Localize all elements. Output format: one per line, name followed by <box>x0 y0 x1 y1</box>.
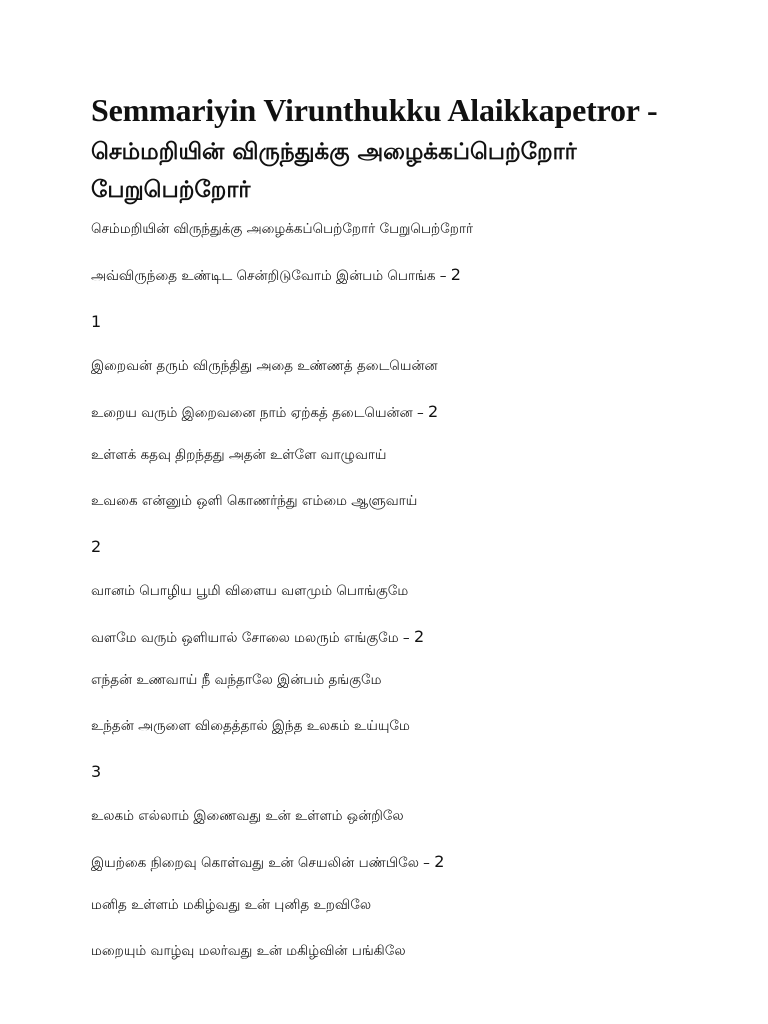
verse-number: 2 <box>91 537 102 557</box>
verse-line: உவகை என்னும் ஒளி கொணர்ந்து எம்மை ஆளுவாய் <box>91 493 418 510</box>
verse-line: எந்தன் உணவாய் நீ வந்தாலே இன்பம் தங்குமே <box>91 672 382 689</box>
verse-line: உலகம் எல்லாம் இணைவது உன் உள்ளம் ஒன்றிலே <box>91 808 404 825</box>
repeat-marker: 2 <box>434 852 445 872</box>
chorus-line-1: செம்மறியின் விருந்துக்கு அழைக்கப்பெற்றோர் பேறுபெற்றோர் <box>91 221 474 238</box>
verse-number: 3 <box>91 762 102 782</box>
verse-line: மறையும் வாழ்வு மலர்வது உன் மகிழ்வின் பங்கிலே <box>91 943 406 960</box>
verse-line: இறைவன் தரும் விருந்திது அதை உண்ணத் தடையென்ன <box>91 358 438 375</box>
verse-line: உறைய வரும் இறைவனை நாம் ஏற்கத் தடையென்ன – 2 <box>91 402 439 422</box>
verse-2 <box>91 537 751 736</box>
song-title-tamil-line-2: பேறுபெற்றோர் <box>91 176 251 203</box>
verse-1 <box>91 312 751 511</box>
verse-line: இயற்கை நிறைவு கொள்வது உன் செயலின் பண்பிலே – 2 <box>91 852 445 872</box>
repeat-marker: 2 <box>450 265 461 285</box>
verse-line: வளமே வரும் ஒளியால் சோலை மலரும் எங்குமே – 2 <box>91 627 425 647</box>
repeat-marker: 2 <box>413 627 425 647</box>
document-page <box>91 92 751 987</box>
verse-line: மனித உள்ளம் மகிழ்வது உன் புனித உறவிலே <box>91 897 372 914</box>
verse-number: 1 <box>91 312 102 332</box>
verse-line: உந்தன் அருளை விதைத்தால் இந்த உலகம் உய்யுமே <box>91 718 410 735</box>
song-title <box>91 92 751 205</box>
chorus-line-2: அவ்விருந்தை உண்டிட சென்றிடுவோம் இன்பம் பொங்க – 2 <box>91 265 461 285</box>
verse-line: வானம் பொழிய பூமி விளைய வளமும் பொங்குமே <box>91 583 409 600</box>
repeat-marker: 2 <box>428 402 439 422</box>
verse-line: உள்ளக் கதவு திறந்தது அதன் உள்ளே வாழுவாய் <box>91 447 387 464</box>
verse-3 <box>91 762 751 961</box>
song-title-tamil-line-1: செம்மறியின் விருந்துக்கு அழைக்கப்பெற்றோர் <box>91 138 577 165</box>
song-title-latin: Semmariyin Virunthukku Alaikkapetror - <box>91 92 658 128</box>
chorus <box>91 219 751 286</box>
